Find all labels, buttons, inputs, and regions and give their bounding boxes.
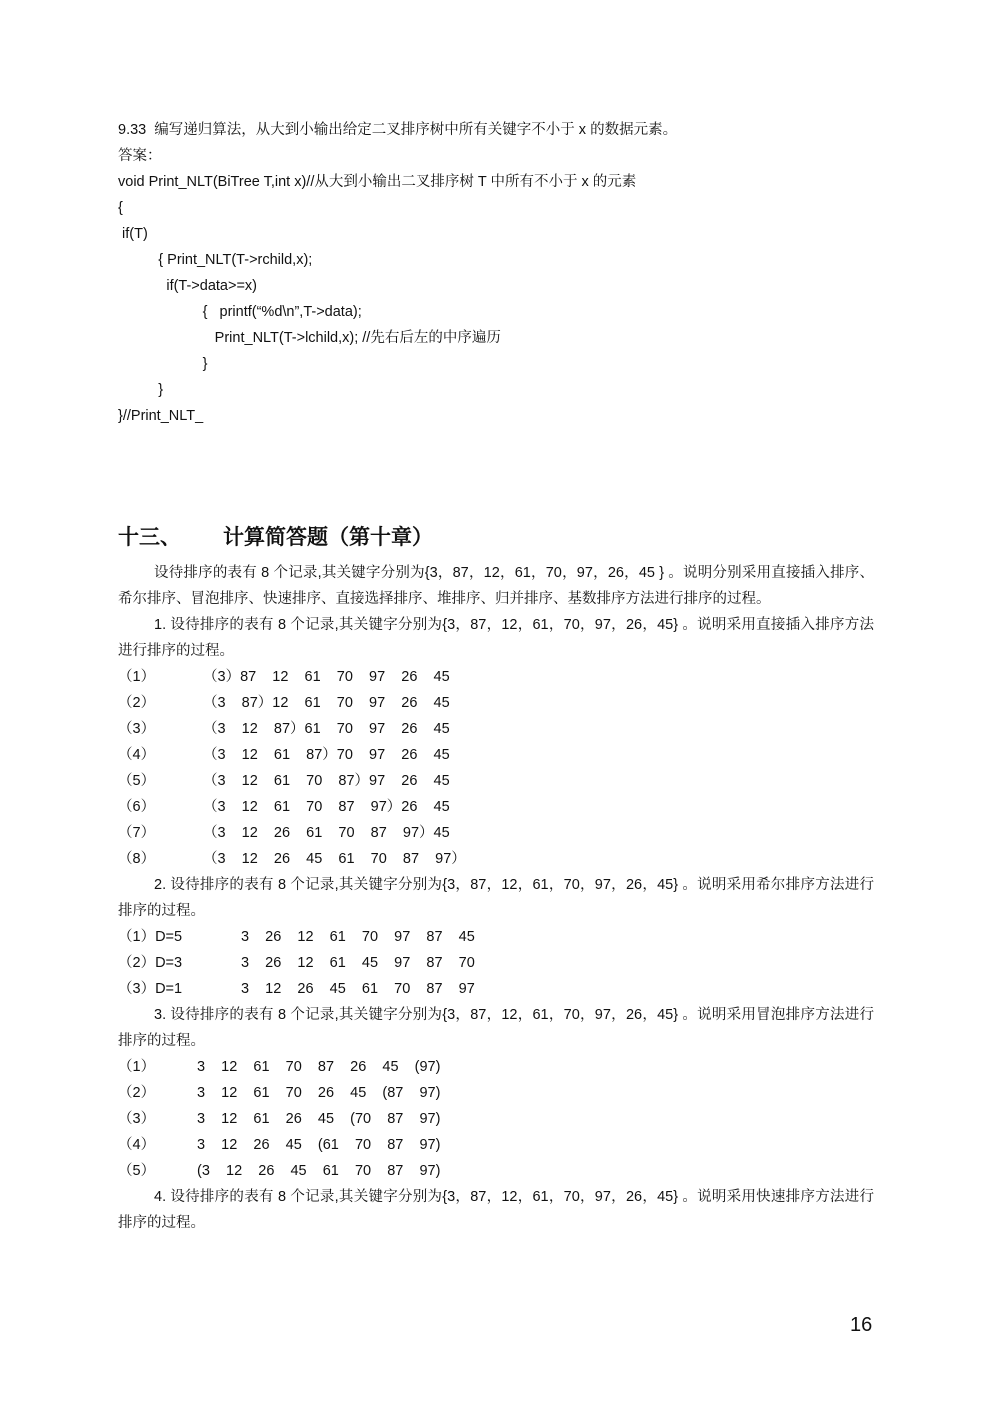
section-heading (118, 520, 874, 554)
step-values: （3 87）12 61 70 97 26 45 (203, 695, 450, 711)
question-1: 1. 设待排序的表有 8 个记录,其关键字分别为{3，87，12，61，70，97，26，45} 。说明采用直接插入排序方法进行排序的过程。 (118, 617, 874, 659)
step-values: 3 12 61 70 26 45 (87 97) (197, 1085, 441, 1101)
code-line: void Print_NLT(BiTree T,int x)//从大到小输出二叉排序树 T 中所有不小于 x 的元素 (118, 174, 637, 190)
step-row (118, 716, 874, 742)
code-line: Print_NLT(T->lchild,x); //先右后左的中序遍历 (118, 330, 501, 346)
answer-label: 答案： (118, 148, 162, 164)
step-row (118, 1132, 874, 1158)
step-label: （1） (118, 1059, 156, 1075)
problem-title: 9.33 编写递归算法，从大到小输出给定二叉排序树中所有关键字不小于 x 的数据元素。 (118, 122, 678, 138)
step-values: （3 12 87）61 70 97 26 45 (203, 721, 450, 737)
step-label: （1） (118, 669, 156, 685)
code-line: { (118, 200, 123, 216)
step-values: 3 12 26 45 61 70 87 97 (241, 981, 475, 997)
step-label: （3） (118, 1111, 156, 1127)
code-line: } (118, 356, 208, 372)
step-values: 3 26 12 61 70 97 87 45 (241, 929, 475, 945)
step-label: （2）D=3 (118, 955, 183, 971)
step-row (118, 742, 874, 768)
step-values: (3 12 26 45 61 70 87 97) (197, 1163, 441, 1179)
step-row (118, 924, 874, 950)
problem-block (118, 117, 874, 429)
step-values: 3 12 26 45 (61 70 87 97) (197, 1137, 441, 1153)
step-row (118, 1080, 874, 1106)
intro-paragraph: 设待排序的表有 8 个记录,其关键字分别为{3，87，12，61，70，97，26，45 } 。说明分别采用直接插入排序、希尔排序、冒泡排序、快速排序、直接选择排序、堆排序、归并排序、基数排序方法进行排序的过程。 (118, 565, 874, 607)
code-line: } (118, 382, 164, 398)
bubble-sort-steps (118, 1054, 874, 1184)
step-values: 3 26 12 61 45 97 87 70 (241, 955, 475, 971)
section-number: 十三、 (118, 524, 181, 549)
step-label: （3）D=1 (118, 981, 183, 997)
shell-sort-steps (118, 924, 874, 1002)
step-row (118, 820, 874, 846)
code-line: { Print_NLT(T->rchild,x); (118, 252, 313, 268)
step-label: （8） (118, 851, 156, 867)
question-3: 3. 设待排序的表有 8 个记录,其关键字分别为{3，87，12，61，70，97，26，45} 。说明采用冒泡排序方法进行排序的过程。 (118, 1007, 874, 1049)
question-4: 4. 设待排序的表有 8 个记录,其关键字分别为{3，87，12，61，70，97，26，45} 。说明采用快速排序方法进行排序的过程。 (118, 1189, 874, 1231)
step-row (118, 1054, 874, 1080)
code-block (118, 169, 874, 429)
step-values: （3 12 61 70 87 97）26 45 (203, 799, 450, 815)
section-body (118, 560, 874, 1236)
step-values: （3 12 61 87）70 97 26 45 (203, 747, 450, 763)
step-row (118, 976, 874, 1002)
page-number: 16 (850, 1314, 873, 1336)
step-label: （7） (118, 825, 156, 841)
step-label: （4） (118, 747, 156, 763)
section-title: 计算简答题（第十章） (223, 524, 433, 549)
step-label: （4） (118, 1137, 156, 1153)
step-label: （6） (118, 799, 156, 815)
code-line: }//Print_NLT_ (118, 408, 204, 424)
step-label: （5） (118, 773, 156, 789)
step-row (118, 950, 874, 976)
step-values: （3 12 26 61 70 87 97）45 (203, 825, 450, 841)
step-row (118, 794, 874, 820)
step-values: 3 12 61 26 45 (70 87 97) (197, 1111, 441, 1127)
step-row (118, 846, 874, 872)
step-row (118, 690, 874, 716)
step-row (118, 664, 874, 690)
code-line: if(T->data>=x) (118, 278, 258, 294)
code-line: if(T) (118, 226, 148, 242)
step-values: （3）87 12 61 70 97 26 45 (203, 669, 450, 685)
question-2: 2. 设待排序的表有 8 个记录,其关键字分别为{3，87，12，61，70，97，26，45} 。说明采用希尔排序方法进行排序的过程。 (118, 877, 874, 919)
step-row (118, 1106, 874, 1132)
insertion-sort-steps (118, 664, 874, 872)
step-label: （3） (118, 721, 156, 737)
code-line: { printf(“%d\n”,T->data); (118, 304, 362, 320)
step-label: （5） (118, 1163, 156, 1179)
step-values: 3 12 61 70 87 26 45 (97) (197, 1059, 441, 1075)
step-values: （3 12 26 45 61 70 87 97） (203, 851, 466, 867)
step-values: （3 12 61 70 87）97 26 45 (203, 773, 450, 789)
step-label: （2） (118, 1085, 156, 1101)
step-label: （2） (118, 695, 156, 711)
step-row (118, 768, 874, 794)
step-label: （1）D=5 (118, 929, 183, 945)
step-row (118, 1158, 874, 1184)
